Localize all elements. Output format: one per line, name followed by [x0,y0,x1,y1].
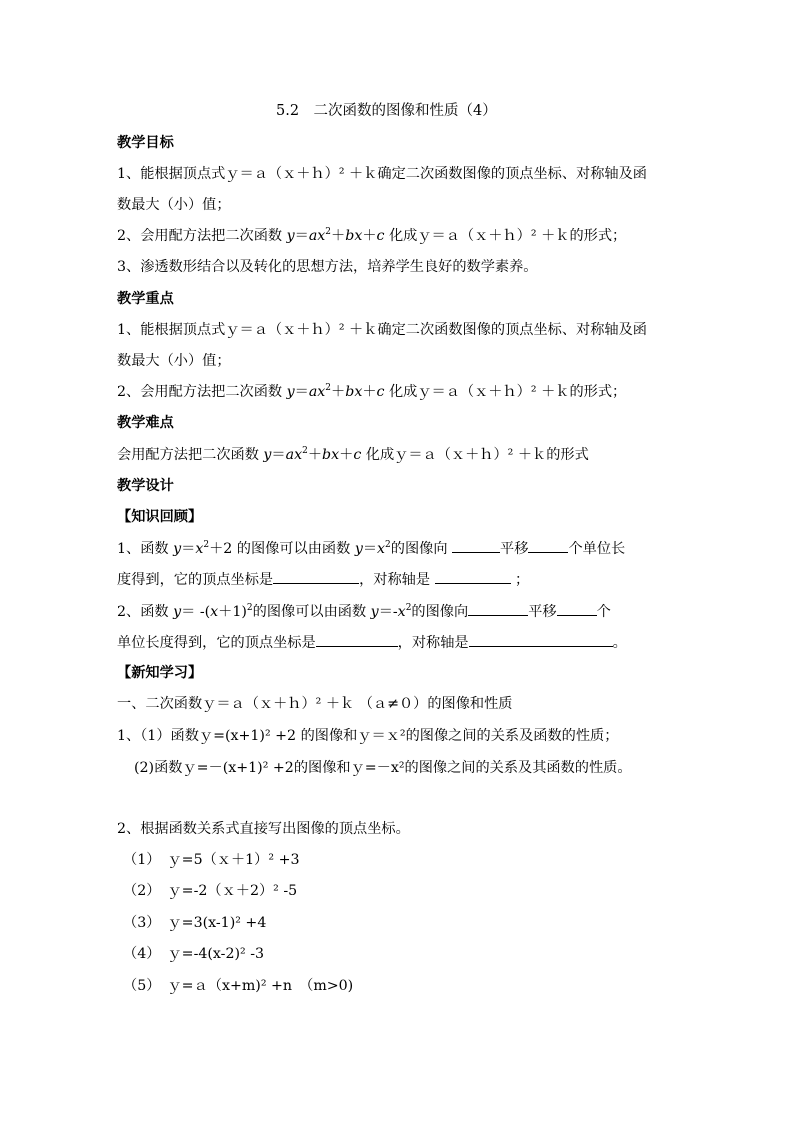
goal-1-line-1: 1、能根据顶点式ｙ＝ａ（ｘ＋ｈ）² ＋ｋ确定二次函数图像的顶点坐标、对称轴及函 [117,166,647,182]
review-2-text-c: 的图像向 [411,604,469,620]
formula-standard: $y=ax^2+bx+c$ [286,227,385,244]
goal-2-post: 化成ｙ＝ａ（ｘ＋ｈ）² ＋ｋ的形式； [384,228,627,244]
key-1-line-2: 数最大（小）值； [117,353,231,369]
exercise-4: （4） ｙ=-4(x-2)² -3 [123,946,265,962]
key-2-pre: 2、会用配方法把二次函数 [117,384,287,400]
new-learning-heading: 【新知学习】 [117,665,203,681]
review-1-text-f: 度得到，它的顶点坐标是 [117,572,274,588]
review-1-text-h: ； [510,572,530,588]
fill-blank[interactable] [557,601,597,616]
fill-blank[interactable] [452,538,500,553]
review-1-text-b: ＋2 的图像可以由函数 [209,541,355,557]
review-2-line-2 [117,632,627,653]
goal-2-pre: 2、会用配方法把二次函数 [117,228,287,244]
exercise-3: （3） ｙ=3(x-1)² +4 [123,915,267,931]
fill-blank[interactable] [469,632,613,647]
review-1-line-2 [117,569,529,590]
review-1-text-d: 平移 [500,541,529,557]
design-heading: 教学设计 [117,478,174,494]
item-1-2: (2)函数ｙ=－(x+1)² +2的图像和ｙ=－x²的图像之间的关系及其函数的性质。 [134,760,632,776]
key-2 [117,382,626,402]
review-2-text-d: 平移 [528,604,557,620]
exercise-2: （2） ｙ=-2（ｘ＋2）² -5 [123,883,298,899]
difficulty-heading: 教学难点 [117,415,174,431]
review-2-text-e: 个 [596,604,611,620]
review-1-text-g: ，对称轴是 [359,572,435,588]
goal-2 [117,226,626,246]
exercise-1: （1） ｙ=5（ｘ＋1）² +3 [123,852,300,868]
review-2-text-f: 单位长度得到，它的顶点坐标是 [117,635,316,651]
formula-standard: $y=ax^2+bx+c$ [263,446,362,463]
review-2-text-b: 的图像可以由函数 [252,604,371,620]
exercise-5: （5） ｙ=ａ（x+m)² +n （m>0) [123,978,354,994]
review-2-text-h: 。 [612,635,627,651]
fill-blank[interactable] [528,538,568,553]
review-1-text-e: 个单位长 [568,541,626,557]
formula-y-x2: $y=x^2$ [354,540,391,557]
goal-3: 3、渗透数形结合以及转化的思想方法，培养学生良好的数学素养。 [117,259,538,275]
difficulty-text [117,445,589,465]
fill-blank[interactable] [435,569,511,584]
goals-heading: 教学目标 [117,135,174,151]
item-2: 2、根据函数关系式直接写出图像的顶点坐标。 [117,821,410,837]
key-2-post: 化成ｙ＝ａ（ｘ＋ｈ）² ＋ｋ的形式； [384,384,627,400]
formula-neg-x2: $y=-x^2$ [370,603,412,620]
formula-neg-x1-sq: $y= -(x+1)^2$ [173,603,253,620]
difficulty-post: 化成ｙ＝ａ（ｘ＋ｈ）² ＋ｋ的形式 [361,447,589,463]
section-1-title: 一、二次函数ｙ＝ａ（ｘ＋ｈ）² ＋ｋ （ａ≠０）的图像和性质 [117,696,513,712]
review-2-text-g: ，对称轴是 [397,635,469,651]
review-heading: 【知识回顾】 [117,509,203,525]
key-1-line-1: 1、能根据顶点式ｙ＝ａ（ｘ＋ｈ）² ＋ｋ确定二次函数图像的顶点坐标、对称轴及函 [117,322,647,338]
page-title: 5.2 二次函数的图像和性质（4） [276,103,497,119]
review-2-text-a: 2、函数 [117,604,174,620]
goal-1-line-2: 数最大（小）值； [117,197,231,213]
review-1-text-a: 1、函数 [117,541,174,557]
fill-blank[interactable] [273,569,359,584]
review-1-line-1 [117,538,625,559]
formula-y-x2: $y=x^2$ [173,540,210,557]
difficulty-pre: 会用配方法把二次函数 [117,447,264,463]
key-heading: 教学重点 [117,291,174,307]
review-2-line-1 [117,601,611,622]
item-1-1: 1、（1）函数ｙ=(x+1)² +2 的图像和ｙ＝ｘ²的图像之间的关系及函数的性质； [117,728,619,744]
formula-standard: $y=ax^2+bx+c$ [286,383,385,400]
fill-blank[interactable] [316,632,398,647]
review-1-text-c: 的图像向 [390,541,453,557]
fill-blank[interactable] [468,601,528,616]
